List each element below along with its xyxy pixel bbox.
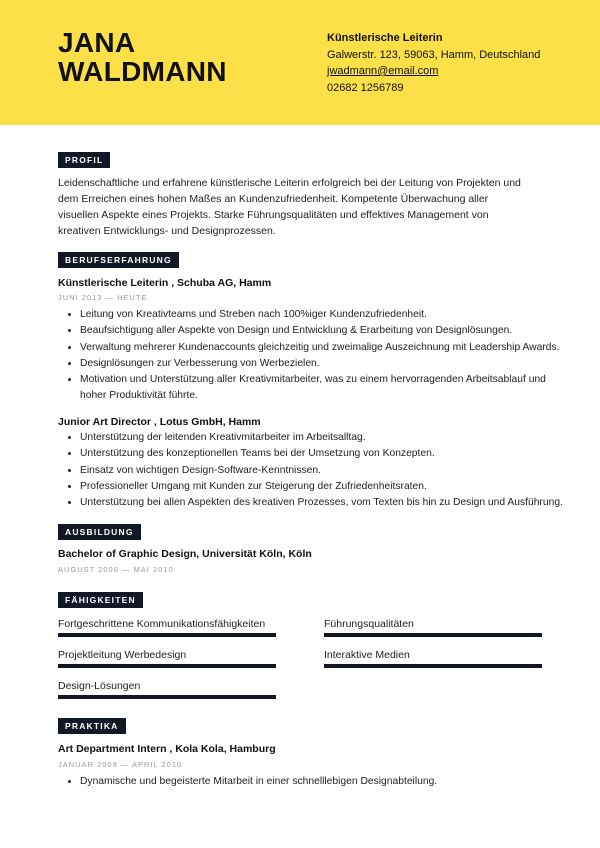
section-heading-internships: PRAKTIKA [58,718,126,734]
skill-item [58,618,276,630]
candidate-name [58,28,227,86]
education-dates: AUGUST 2006 — MAI 2010 [58,565,174,574]
list-item: • Beaufsichtigung aller Aspekte von Design und Entwicklung & Erarbeitung von Designlösungen. [80,323,570,339]
list-item: • Unterstützung der leitenden Kreativmitarbeiter im Arbeitsalltag. [80,430,570,446]
skill-item [324,618,542,630]
skill-bar [58,695,276,699]
list-item: • Motivation und Unterstützung aller Kreativmitarbeiter, was zu einem hervorragenden Arbeitsablauf und hoher Produktivität führte. [80,372,570,405]
skill-item [58,680,276,692]
list-item: • Unterstützung bei allen Aspekten des kreativen Prozesses, vom Texten bis hin zu Design und Ausführung. [80,495,570,511]
skill-label: Design-Lösungen [58,680,141,692]
skill-label: Projektleitung Werbedesign [58,649,187,661]
email-link[interactable]: jwadmann@email.com [327,65,439,77]
internship-dates: JANUAR 2008 — APRIL 2010 [58,760,183,769]
contact-block [327,30,540,96]
list-item: • Unterstützung des konzeptionellen Teams bei der Umsetzung von Konzepten. [80,446,570,462]
address: Galwerstr. 123, 59063, Hamm, Deutschland [327,48,541,61]
profile-summary: Leidenschaftliche und erfahrene künstlerische Leiterin erfolgreich bei der Leitung von Projekten und dem Erreichen eines hohen Maßes an Kundenzufriedenheit. Kompetente Überwachung aller visuellen Aspekte eines Projekts. Starke Führungsqualitäten und effektives Management von kreativen Entwicklungs- und Designprozessen. [58,177,521,237]
phone-number: 02682 1256789 [327,81,404,94]
skill-item [324,649,542,661]
internship-bullets [58,774,570,790]
first-name: JANA [58,27,136,58]
skill-item [58,649,276,661]
last-name: WALDMANN [58,56,227,87]
education-title: Bachelor of Graphic Design, Universität Köln, Köln [58,548,312,560]
skill-bar [324,633,542,637]
section-heading-skills: FÄHIGKEITEN [58,592,143,608]
experience-bullets [58,307,570,405]
list-item: • Professioneller Umgang mit Kunden zur Steigerung der Zufriedenheitsraten. [80,479,570,495]
experience-title: Künstlerische Leiterin , Schuba AG, Hamm [58,277,272,289]
experience-title: Junior Art Director , Lotus GmbH, Hamm [58,416,261,428]
list-item: • Designlösungen zur Verbesserung von Werbezielen. [80,356,570,372]
experience-bullets [58,430,570,511]
skill-label: Fortgeschrittene Kommunikationsfähigkeiten [58,618,266,630]
list-item: • Leitung von Kreativteams und Streben nach 100%iger Kundenzufriedenheit. [80,307,570,323]
experience-dates: JUNI 2013 — HEUTE [58,293,148,302]
section-heading-profile: PROFIL [58,152,110,168]
section-heading-experience: BERUFSERFAHRUNG [58,252,179,268]
list-item: • Dynamische und begeisterte Mitarbeit in einer schnelllebigen Designabteilung. [80,774,570,790]
section-heading-education: AUSBILDUNG [58,524,141,540]
job-title: Künstlerische Leiterin [327,32,443,44]
skill-bar [58,633,276,637]
list-item: • Verwaltung mehrerer Kundenaccounts gleichzeitig und zweimalige Auszeichnung mit Leadership Awards. [80,340,570,356]
skill-label: Interaktive Medien [324,649,410,661]
skill-bar [58,664,276,668]
skill-bar [324,664,542,668]
skill-label: Führungsqualitäten [324,618,414,630]
internship-title: Art Department Intern , Kola Kola, Hamburg [58,743,276,755]
list-item: • Einsatz von wichtigen Design-Software-Kenntnissen. [80,463,570,479]
